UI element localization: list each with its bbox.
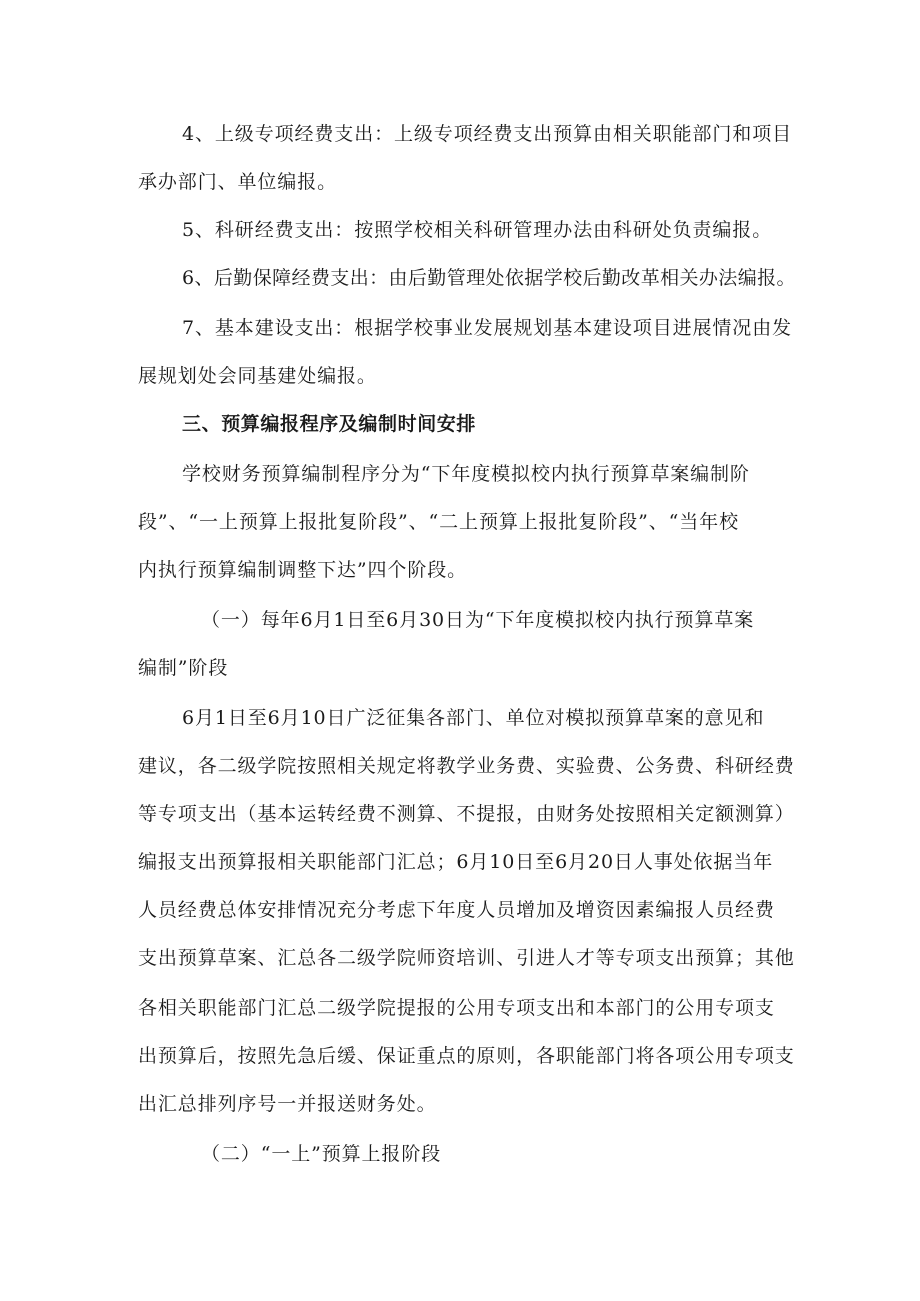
section-heading: 三、预算编报程序及编制时间安排 (182, 413, 477, 435)
para-item-6: 6、后勤保障经费支出：由后勤管理处依据学校后勤改革相关办法编报。 (182, 267, 796, 289)
intro-line-2: 段”、“一上预算上报批复阶段”、“二上预算上报批复阶段”、“当年校 (138, 511, 739, 533)
body-line-1: 6月1日至6月10日广泛征集各部门、单位对模拟预算草案的意见和 (182, 707, 765, 729)
body-line-9: 出汇总排列序号一并报送财务处。 (138, 1093, 437, 1115)
body-line-2: 建议，各二级学院按照相关规定将教学业务费、实验费、公务费、科研经费 (138, 755, 795, 777)
para-item-7-line-2: 展规划处会同基建处编报。 (138, 365, 377, 387)
intro-line-3: 内执行预算编制调整下达”四个阶段。 (138, 559, 468, 581)
body-line-7: 各相关职能部门汇总二级学院提报的公用专项支出和本部门的公用专项支 (138, 997, 775, 1019)
intro-line-1: 学校财务预算编制程序分为“下年度模拟校内执行预算草案编制阶 (182, 463, 750, 485)
body-line-8: 出预算后，按照先急后缓、保证重点的原则，各职能部门将各项公用专项支 (138, 1045, 795, 1067)
subsection-2-title: （二）“一上”预算上报阶段 (201, 1143, 442, 1165)
para-item-4-line-1: 4、上级专项经费支出：上级专项经费支出预算由相关职能部门和项目 (182, 123, 792, 145)
subsection-1-title-line-1: （一）每年6月1日至6月30日为“下年度模拟校内执行预算草案 (201, 609, 755, 631)
para-item-5: 5、科研经费支出：按照学校相关科研管理办法由科研处负责编报。 (182, 219, 773, 241)
body-line-4: 编报支出预算报相关职能部门汇总；6月10日至6月20日人事处依据当年 (138, 851, 774, 873)
body-line-5: 人员经费总体安排情况充分考虑下年度人员增加及增资因素编报人员经费 (138, 899, 775, 921)
para-item-4-line-2: 承办部门、单位编报。 (138, 171, 338, 193)
body-line-6: 支出预算草案、汇总各二级学院师资培训、引进人才等专项支出预算；其他 (138, 947, 795, 969)
body-line-3: 等专项支出（基本运转经费不测算、不提报，由财务处按照相关定额测算） (138, 803, 795, 825)
para-item-7-line-1: 7、基本建设支出：根据学校事业发展规划基本建设项目进展情况由发 (182, 317, 792, 339)
subsection-1-title-line-2: 编制”阶段 (138, 657, 229, 679)
